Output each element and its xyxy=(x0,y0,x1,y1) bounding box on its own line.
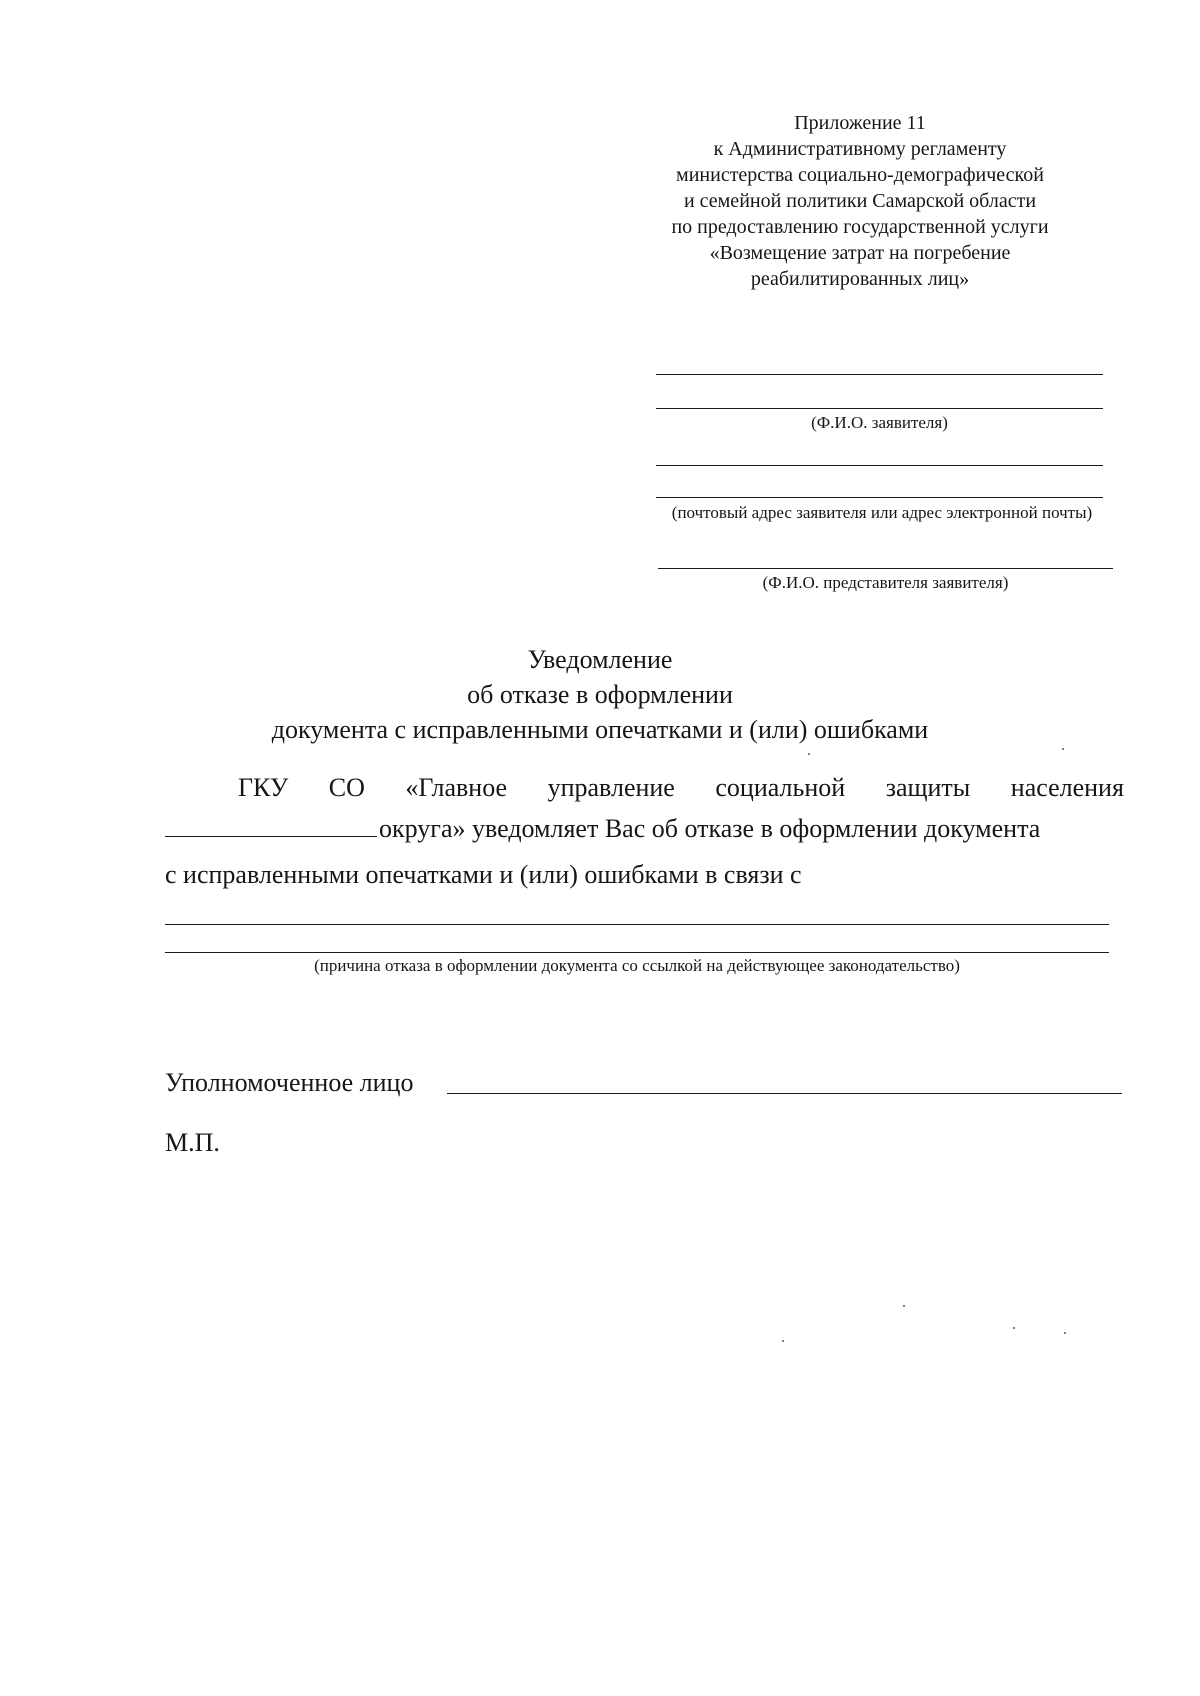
authorized-person-row xyxy=(165,1066,1125,1100)
scan-speck xyxy=(782,1340,784,1342)
body-word: защиты xyxy=(885,773,971,802)
body-word: «Главное xyxy=(405,773,508,802)
body-line-3-text: с исправленными опечатками и (или) ошибками в связи с xyxy=(165,860,802,889)
stamp-label: М.П. xyxy=(165,1128,220,1157)
reason-line-1 xyxy=(165,924,1109,925)
appendix-line: Приложение 11 xyxy=(794,112,926,134)
representative-line xyxy=(658,568,1113,569)
scan-speck xyxy=(1064,1332,1066,1334)
appendix-line: «Возмещение затрат на погребение xyxy=(709,242,1011,264)
title-line: об отказе в оформлении xyxy=(467,680,733,709)
appendix-line: министерства социально-демографической xyxy=(676,164,1044,186)
body-line-1 xyxy=(238,771,1124,805)
applicant-name-line-2 xyxy=(656,408,1103,409)
applicant-name-line-1 xyxy=(656,374,1103,375)
appendix-header xyxy=(600,110,1120,292)
appendix-line: к Административному регламенту xyxy=(713,138,1007,160)
scan-speck xyxy=(903,1305,905,1307)
appendix-line: и семейной политики Самарской области xyxy=(683,190,1037,212)
body-line-3 xyxy=(165,858,1065,892)
representative-caption: (Ф.И.О. представителя заявителя) xyxy=(762,573,1009,592)
applicant-name-caption: (Ф.И.О. заявителя) xyxy=(811,413,948,432)
reason-caption: (причина отказа в оформлении документа со ссылкой на действующее законодательство) xyxy=(314,956,960,975)
scan-speck xyxy=(808,753,810,755)
scan-speck xyxy=(1013,1327,1015,1329)
body-word: управление xyxy=(547,773,675,802)
address-caption: (почтовый адрес заявителя или адрес электронной почты) xyxy=(671,503,1093,522)
body-line-2 xyxy=(165,812,1135,846)
district-blank xyxy=(165,812,377,837)
body-line-2-text: округа» уведомляет Вас об отказе в оформлении документа xyxy=(379,814,1041,843)
body-word: социальной xyxy=(715,773,846,802)
document-title xyxy=(150,642,1050,747)
body-word: СО xyxy=(328,773,365,802)
authorized-person-label: Уполномоченное лицо xyxy=(165,1068,414,1097)
authorized-signature-line xyxy=(447,1093,1122,1094)
address-line-1 xyxy=(656,465,1103,466)
title-line: документа с исправленными опечатками и (или) ошибками xyxy=(271,715,929,744)
appendix-line: по предоставлению государственной услуги xyxy=(671,216,1049,238)
title-line: Уведомление xyxy=(527,645,673,674)
reason-line-2 xyxy=(165,952,1109,953)
body-word: ГКУ xyxy=(238,773,289,802)
appendix-line: реабилитированных лиц» xyxy=(750,268,970,290)
body-word: населения xyxy=(1010,773,1124,802)
address-line-2 xyxy=(656,497,1103,498)
scan-speck xyxy=(1062,748,1064,750)
